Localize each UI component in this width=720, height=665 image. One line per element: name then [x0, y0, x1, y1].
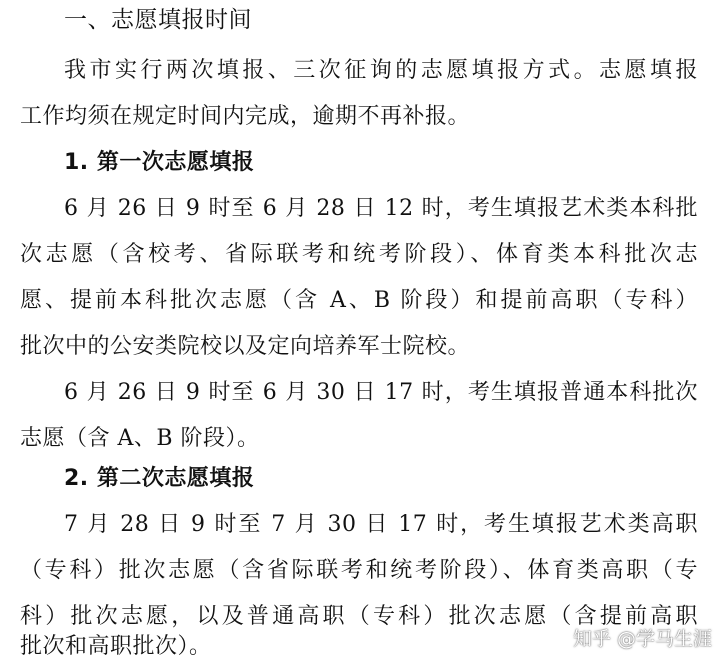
second-para1-line-4: 批次和高职批次）。	[20, 634, 212, 659]
second-para1-line-2: （专科）批次志愿（含省际联考和统考阶段）、体育类高职（专	[20, 558, 698, 583]
section-title: 一、志愿填报时间	[64, 7, 252, 33]
first-para1-line-1: 6 月 26 日 9 时至 6 月 28 日 12 时，考生填报艺术类本科批	[64, 196, 698, 221]
first-para1-line-3: 愿、提前本科批次志愿（含 A、B 阶段）和提前高职（专科）	[20, 288, 698, 313]
first-para2-line-1: 6 月 26 日 9 时至 6 月 30 日 17 时，考生填报普通本科批次	[64, 380, 698, 405]
first-para1-line-4: 批次中的公安类院校以及定向培养军士院校。	[20, 334, 471, 359]
second-para1-line-3: 科）批次志愿，以及普通高职（专科）批次志愿（含提前高职	[20, 604, 698, 629]
second-para1-line-1: 7 月 28 日 9 时至 7 月 30 日 17 时，考生填报艺术类高职	[64, 512, 698, 537]
first-round-heading: 1. 第一次志愿填报	[64, 150, 255, 175]
first-para1-line-2: 次志愿（含校考、省际联考和统考阶段）、体育类本科批次志	[20, 242, 698, 267]
first-para2-line-2: 志愿（含 A、B 阶段）。	[20, 426, 260, 451]
watermark: 知乎 @学马生涯	[572, 628, 712, 650]
intro-line-1: 我市实行两次填报、三次征询的志愿填报方式。志愿填报	[64, 58, 698, 83]
second-round-heading: 2. 第二次志愿填报	[64, 466, 255, 491]
intro-line-2: 工作均须在规定时间内完成，逾期不再补报。	[20, 104, 471, 129]
